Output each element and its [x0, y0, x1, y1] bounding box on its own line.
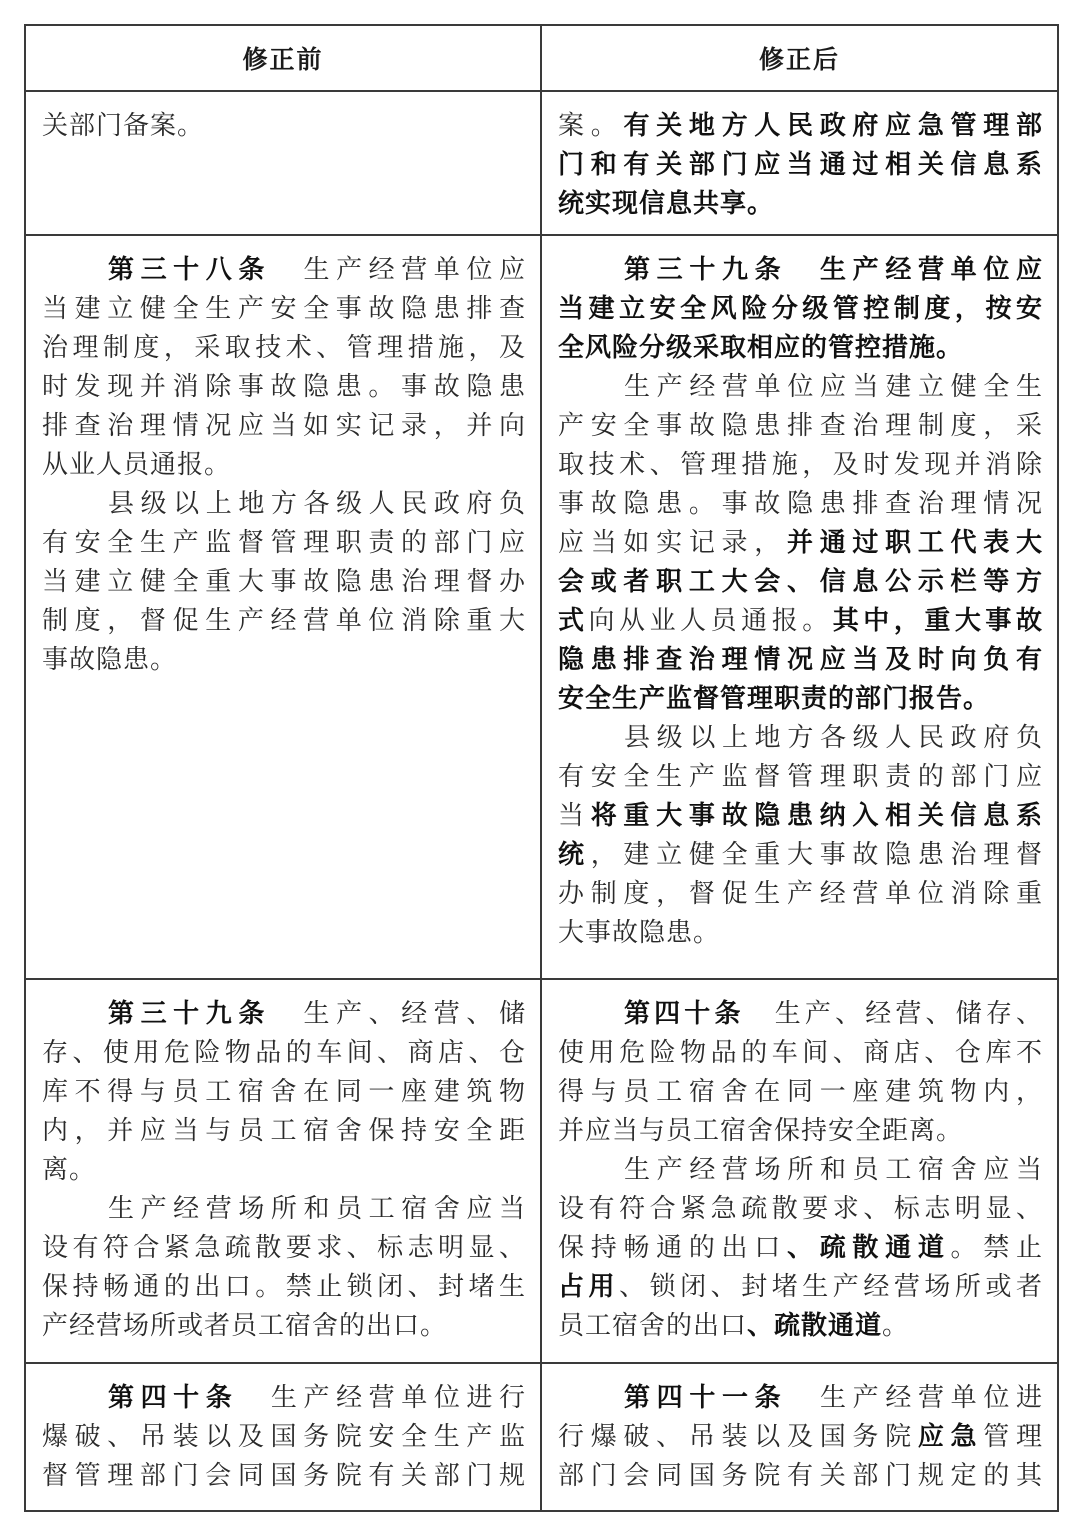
- text-segment: 当: [558, 801, 591, 831]
- text-line: [42, 368, 526, 407]
- text-segment: 管理: [983, 1422, 1043, 1452]
- text-segment: 治理制度，采取技术、管理措施，及: [42, 333, 526, 363]
- text-line: [42, 407, 526, 446]
- text-segment: 设有符合紧急疏散要求、标志明显、: [42, 1233, 526, 1263]
- header-row: [25, 25, 1058, 91]
- cell-after: [541, 235, 1058, 979]
- amended-text: 将重大事故隐患纳入相关信息系: [590, 801, 1043, 831]
- text-line: [42, 1307, 526, 1346]
- amended-text: 占用: [558, 1272, 620, 1302]
- text-line: [42, 107, 526, 146]
- paragraph: [42, 251, 526, 485]
- paragraph: [42, 485, 526, 680]
- paragraph: [558, 1151, 1043, 1346]
- text-segment: 办制度，督促生产经营单位消除重: [558, 879, 1043, 909]
- text-line: [558, 485, 1043, 524]
- paragraph: [558, 107, 1043, 224]
- text-segment: 生产经营单位进: [787, 1383, 1043, 1413]
- amended-text: 第三十八条: [108, 255, 271, 285]
- text-line: [558, 446, 1043, 485]
- amended-text: 统: [558, 840, 591, 870]
- text-segment: 设有符合紧急疏散要求、标志明显、: [558, 1194, 1043, 1224]
- text-line: [558, 1418, 1043, 1457]
- cell-after: [541, 1363, 1058, 1511]
- text-line: [558, 1151, 1043, 1190]
- text-segment: 行爆破、吊装以及国务院: [558, 1422, 918, 1452]
- amended-text: 有关地方人民政府应急管理部: [623, 111, 1043, 141]
- paragraph: [42, 1379, 526, 1496]
- text-segment: 当建立健全重大事故隐患治理督办: [42, 567, 526, 597]
- text-line: [558, 407, 1043, 446]
- text-segment: 案。: [558, 111, 624, 141]
- amended-text: 隐患排查治理情况应当及时向负有: [558, 645, 1043, 675]
- text-line: [42, 251, 526, 290]
- amended-text: 应急: [917, 1422, 984, 1452]
- text-line: [558, 836, 1043, 875]
- text-segment: 。: [882, 1311, 910, 1341]
- text-line: [558, 524, 1043, 563]
- text-line: [558, 875, 1043, 914]
- cell-after: [541, 979, 1058, 1363]
- text-segment: 县级以上地方各级人民政府负: [108, 489, 526, 519]
- cell-before: [25, 235, 541, 979]
- text-line: [42, 1151, 526, 1190]
- text-line: [558, 107, 1043, 146]
- text-segment: 保持畅通的出口。禁止锁闭、封堵生: [42, 1272, 526, 1302]
- text-segment: 库不得与员工宿舍在同一座建筑物: [42, 1077, 526, 1107]
- text-line: [558, 329, 1043, 368]
- text-segment: 有安全生产监督管理职责的部门应: [558, 762, 1043, 792]
- text-segment: 存、使用危险物品的车间、商店、仓: [42, 1038, 526, 1068]
- text-segment: 生产经营单位应当建立健全生: [624, 372, 1043, 402]
- text-line: [42, 1190, 526, 1229]
- text-segment: 生产、经营、储: [270, 999, 526, 1029]
- text-segment: 时发现并消除事故隐患。事故隐患: [42, 372, 526, 402]
- text-line: [558, 1268, 1043, 1307]
- comparison-table: [24, 24, 1059, 1512]
- text-line: [558, 1457, 1043, 1496]
- paragraph: [558, 995, 1043, 1151]
- text-segment: 。禁止: [950, 1233, 1043, 1263]
- table-body: [25, 91, 1058, 1511]
- paragraph: [42, 1190, 526, 1346]
- text-line: [558, 914, 1043, 953]
- text-segment: 应当如实记录，: [558, 528, 787, 558]
- text-segment: 使用危险物品的车间、商店、仓库不: [558, 1038, 1043, 1068]
- text-segment: 内，并应当与员工宿舍保持安全距: [42, 1116, 526, 1146]
- paragraph: [558, 251, 1043, 368]
- text-line: [558, 995, 1043, 1034]
- text-segment: 生产、经营、储存、: [744, 999, 1043, 1029]
- text-line: [558, 1307, 1043, 1346]
- text-line: [42, 290, 526, 329]
- text-segment: 事故隐患。事故隐患排查治理情况: [558, 489, 1043, 519]
- text-segment: 生产经营单位进行: [238, 1383, 526, 1413]
- cell-before: [25, 91, 541, 235]
- text-line: [558, 1379, 1043, 1418]
- text-segment: 生产经营单位应: [270, 255, 526, 285]
- cell-before: [25, 1363, 541, 1511]
- text-line: [42, 329, 526, 368]
- header-before: 修正前: [25, 25, 541, 91]
- text-segment: ，建立健全重大事故隐患治理督: [590, 840, 1043, 870]
- text-line: [42, 485, 526, 524]
- text-line: [558, 185, 1043, 224]
- text-line: [558, 719, 1043, 758]
- text-line: [558, 797, 1043, 836]
- amended-text: 全风险分级采取相应的管控措施。: [558, 333, 964, 363]
- text-line: [42, 1229, 526, 1268]
- text-line: [42, 1034, 526, 1073]
- cell-after: [541, 91, 1058, 235]
- text-line: [558, 1229, 1043, 1268]
- paragraph: [558, 368, 1043, 719]
- amended-text: 其中，重大事故: [832, 606, 1043, 636]
- text-segment: 员工宿舍的出口: [558, 1311, 748, 1341]
- text-segment: 县级以上地方各级人民政府负: [624, 723, 1043, 753]
- text-line: [42, 446, 526, 485]
- text-segment: 产安全事故隐患排查治理制度，采: [558, 411, 1043, 441]
- amended-text: 、疏散通道: [747, 1311, 883, 1341]
- text-line: [558, 251, 1043, 290]
- text-segment: 大事故隐患。: [558, 918, 721, 948]
- text-line: [558, 1034, 1043, 1073]
- text-line: [558, 1073, 1043, 1112]
- text-line: [558, 146, 1043, 185]
- text-segment: 有安全生产监督管理职责的部门应: [42, 528, 526, 558]
- text-line: [42, 563, 526, 602]
- table-row: [25, 91, 1058, 235]
- amended-text: 并通过职工代表大: [787, 528, 1043, 558]
- text-line: [42, 1073, 526, 1112]
- amended-text: 第四十一条: [624, 1383, 788, 1413]
- amended-text: 第三十九条 生产经营单位应: [624, 255, 1043, 285]
- text-segment: 排查治理情况应当如实记录，并向: [42, 411, 526, 441]
- text-line: [42, 1112, 526, 1151]
- text-line: [558, 1112, 1043, 1151]
- table-row: [25, 235, 1058, 979]
- amended-text: 当建立安全风险分级管控制度，按安: [558, 294, 1043, 324]
- text-line: [42, 995, 526, 1034]
- amended-text: 安全生产监督管理职责的部门报告。: [558, 684, 991, 714]
- amended-text: 第三十九条: [108, 999, 271, 1029]
- text-segment: 并应当与员工宿舍保持安全距离。: [558, 1116, 964, 1146]
- text-line: [42, 1379, 526, 1418]
- text-line: [42, 1457, 526, 1496]
- text-line: [42, 641, 526, 680]
- amended-text: 第四十条: [624, 999, 745, 1029]
- table-row: [25, 1363, 1058, 1511]
- text-segment: 生产经营场所和员工宿舍应当: [624, 1155, 1043, 1185]
- paragraph: [558, 1379, 1043, 1496]
- text-segment: 保持畅通的出口: [558, 1233, 787, 1263]
- header-after: 修正后: [541, 25, 1058, 91]
- text-segment: 离。: [42, 1155, 97, 1185]
- cell-before: [25, 979, 541, 1363]
- text-line: [558, 1190, 1043, 1229]
- amended-text: 、疏散通道: [786, 1233, 951, 1263]
- text-line: [558, 602, 1043, 641]
- text-segment: 当建立健全生产安全事故隐患排查: [42, 294, 526, 324]
- text-segment: 得与员工宿舍在同一座建筑物内，: [558, 1077, 1043, 1107]
- text-segment: 事故隐患。: [42, 645, 178, 675]
- text-line: [558, 641, 1043, 680]
- text-segment: 生产经营场所和员工宿舍应当: [108, 1194, 526, 1224]
- table-row: [25, 979, 1058, 1363]
- text-line: [42, 1268, 526, 1307]
- text-segment: 部门会同国务院有关部门规定的其: [558, 1461, 1043, 1491]
- paragraph: [558, 719, 1043, 953]
- text-line: [42, 524, 526, 563]
- text-line: [558, 758, 1043, 797]
- text-segment: 关部门备案。: [42, 111, 205, 141]
- amended-text: 统实现信息共享。: [558, 189, 775, 219]
- text-segment: 向从业人员通报。: [588, 606, 833, 636]
- text-segment: 产经营场所或者员工宿舍的出口。: [42, 1311, 448, 1341]
- text-segment: 从业人员通报。: [42, 450, 232, 480]
- paragraph: [42, 995, 526, 1190]
- text-line: [42, 1418, 526, 1457]
- text-line: [558, 368, 1043, 407]
- amended-text: 式: [558, 606, 589, 636]
- text-segment: 取技术、管理措施，及时发现并消除: [558, 450, 1043, 480]
- amended-text: 会或者职工大会、信息公示栏等方: [558, 567, 1043, 597]
- amended-text: 门和有关部门应当通过相关信息系: [558, 150, 1043, 180]
- text-segment: 爆破、吊装以及国务院安全生产监: [42, 1422, 526, 1452]
- text-line: [558, 563, 1043, 602]
- text-line: [558, 290, 1043, 329]
- text-line: [42, 602, 526, 641]
- text-segment: 制度，督促生产经营单位消除重大: [42, 606, 526, 636]
- text-line: [558, 680, 1043, 719]
- amended-text: 第四十条: [108, 1383, 239, 1413]
- text-segment: 督管理部门会同国务院有关部门规: [42, 1461, 526, 1491]
- text-segment: 、锁闭、封堵生产经营场所或者: [619, 1272, 1043, 1302]
- paragraph: [42, 107, 526, 146]
